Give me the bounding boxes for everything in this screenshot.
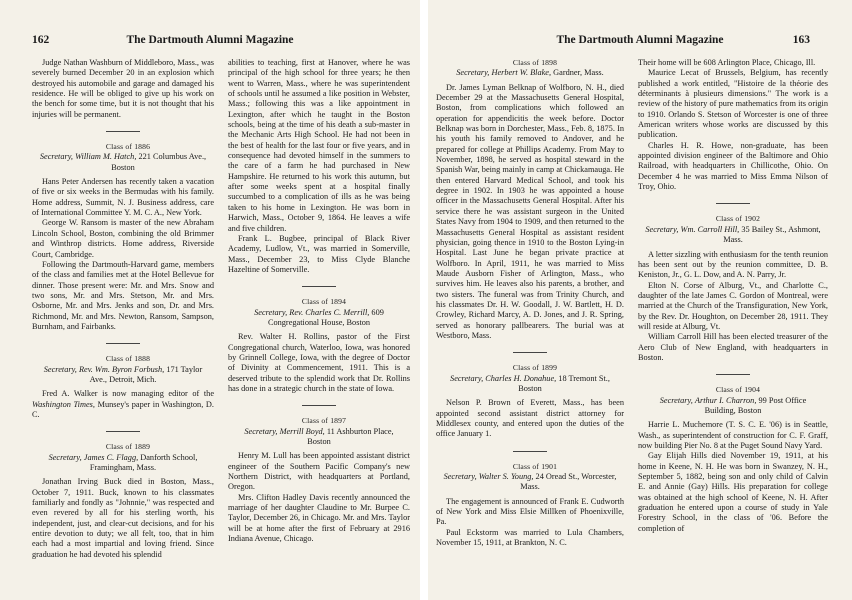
section-divider	[106, 431, 140, 432]
secretary-name: Rev. Charles C. Merrill,	[289, 307, 370, 317]
secretary-name: Merrill Boyd,	[279, 426, 325, 436]
paragraph: Jonathan Irving Buck died in Boston, Mass., October 7, 1911. Buck, known to his classmates familiarly and fondly as "Johnnie," was respected and even revered by all for his sterling worth, his independent, just, and clear-cut decisions, and for his entire devotion to duty; we all felt, too, that in him each had a most impartial and loving friend. Since graduation he had devoted his splendid	[32, 477, 214, 559]
section-divider	[302, 286, 336, 287]
secretary-address: 171 Taylor Ave., Detroit, Mich.	[89, 364, 203, 384]
paragraph: Nelson P. Brown of Everett, Mass., has been appointed second assistant district attorney for Middlesex county, and entered upon the duties of the office January 1.	[436, 398, 624, 439]
class-secretary	[436, 68, 624, 78]
paragraph: Dr. James Lyman Belknap of Wolfboro, N. H., died December 29 at the Massachusetts General Hospital, Boston, from complications which followed an operation for appendicitis the week before. Doctor Belknap was born in Dorchester, Mass., Feb. 8, 1875. In his youth his family removed to Andover, and he prepared for college at Phillips Academy. From May to November, 1898, he served as hospital steward in the Spanish War, being mainly in camp at Chickamauga. He then entered Harvard Medical School, and took his degree in 1902. In 1903 he was appointed a house officer in the Massachusetts General Hospital. After his service there he was assistant surgeon in the United States Navy from 1904 to 1909, and then returned to the Massachusetts General Hospital as assistant resident physician, going thence in 1910 to the Boston Lying-in Hospital. Last June he began private practice at Wolfboro. In April, 1911, he was married to Miss Maude Ausborn Fisher of Arlington, Mass., who survives him. He leaves also his parents, a brother, and two sisters. The funeral was from Trinity Church, and his classmates Dr. H. W. Goodall, J. W. Bartlett, H. D. Crowley, Richard Marcy, A. D. Jones, and J. R. Spring, served as honorary pallbearers. The burial was at Westboro, Mass.	[436, 82, 624, 340]
page-number: 162	[32, 34, 50, 46]
class-secretary	[436, 374, 624, 395]
paragraph: Hans Peter Andersen has recently taken a vacation of five or six weeks in the Bermudas with his family. Home address, Summit, N. J. Business address, care of International Committee Y. M. C. A., New York.	[32, 177, 214, 218]
secretary-address: 99 Post Office Building, Boston	[704, 395, 807, 415]
secretary-name: Wm. Carroll Hill,	[680, 224, 740, 234]
page-header	[428, 34, 852, 48]
page-gutter	[420, 0, 428, 600]
secretary-address: 24 Oread St., Worcester, Mass.	[520, 472, 617, 492]
secretary-label: Secretary,	[456, 68, 490, 78]
section-divider	[716, 374, 750, 375]
class-heading: Class of 1899	[512, 363, 558, 373]
class-secretary	[638, 396, 828, 417]
class-heading: Class of 1894	[301, 297, 347, 307]
paragraph: Gay Elijah Hills died November 19, 1911, at his home in Keene, N. H. He was born in Swanzey, N. H., September 5, 1882, being son and only child of Calvin E. and Annie (Gay) Hills. His preparation for college was obtained at the high school of Keene, N. H. After graduation he entered upon a course of study in Yale Forestry School, in the class of '06. Before the completion of	[638, 451, 828, 533]
class-secretary	[228, 308, 410, 329]
secretary-label: Secretary,	[244, 426, 278, 436]
page-number: 163	[792, 34, 810, 46]
paragraph-text: Munsey's paper in Washington, D. C.	[32, 399, 214, 419]
secretary-name: Herbert W. Blake,	[491, 68, 552, 78]
secretary-address: 221 Columbus Ave., Boston	[111, 152, 207, 172]
secretary-address: Danforth School, Framingham, Mass.	[89, 452, 198, 472]
class-heading: Class of 1904	[715, 385, 761, 395]
secretary-address: 18 Tremont St., Boston	[518, 373, 610, 393]
paragraph: The engagement is announced of Frank E. Cudworth of New York and Miss Elsie Millken of Phoenixville, Pa.	[436, 496, 624, 527]
secretary-label: Secretary,	[443, 472, 477, 482]
right-page	[428, 0, 852, 600]
class-secretary	[32, 365, 214, 386]
secretary-name: Walter S. Young,	[478, 472, 534, 482]
paragraph: Frank L. Bugbee, principal of Black River Academy, Ludlow, Vt., was married in Somerville, Mass., December 23, to Miss Clyde Blanche Hazeltine of Somerville.	[228, 233, 410, 274]
paragraph: Rev. Walter H. Rollins, pastor of the First Congregational church, Waterloo, Iowa, was honored by Grinnell College, Iowa, with the degree of Doctor of Divinity at Commencement, 1911. This is a deserved tribute to the splendid work that Dr. Rollins has done in a strategic church in the state of Iowa.	[228, 332, 410, 393]
secretary-name: Charles H. Donahue,	[485, 373, 557, 383]
section-divider	[513, 451, 547, 452]
secretary-name: Rev. Wm. Byron Forbush,	[78, 364, 165, 374]
section-divider	[716, 203, 750, 204]
class-heading: Class of 1897	[301, 416, 347, 426]
page-header	[0, 34, 420, 48]
paragraph: Harrie L. Muchemore (T. S. C. E. '06) is in Seattle, Wash., as superintendent of construction for C. F. Graff, now building Pier No. 8 at the Puget Sound Navy Yard.	[638, 420, 828, 450]
paragraph: Elton N. Corse of Alburg, Vt., and Charlotte C., daughter of the late James C. Gordon of Montreal, were married at the Church of the Transfiguration, New York, by the Rev. Dr. Houghton, on December 28, 1911. They will reside at Alburg, Vt.	[638, 280, 828, 331]
paragraph-text: Fred A. Walker is now managing editor of the	[42, 389, 214, 399]
secretary-address: 11 Ashburton Place, Boston	[307, 426, 394, 446]
right-column-2	[638, 58, 828, 534]
class-secretary	[32, 453, 214, 474]
running-title: The Dartmouth Alumni Magazine	[556, 34, 724, 46]
paragraph: Paul Eckstorm was married to Lula Chambers, November 15, 1911, at Brankton, N. C.	[436, 527, 624, 548]
section-divider	[106, 343, 140, 344]
paragraph: Their home will be 608 Arlington Place, Chicago, Ill.	[638, 58, 816, 67]
class-secretary	[228, 427, 410, 448]
left-page	[0, 0, 420, 600]
section-divider	[302, 405, 336, 406]
secretary-address: 35 Bailey St., Ashmont, Mass.	[723, 224, 821, 245]
class-heading: Class of 1901	[512, 461, 558, 471]
section-divider	[106, 131, 140, 132]
secretary-label: Secretary,	[450, 373, 484, 383]
class-heading: Class of 1902	[715, 214, 761, 224]
secretary-name: Arthur I. Charron,	[694, 395, 757, 405]
paragraph: A letter sizzling with enthusiasm for the tenth reunion has been sent out by the reunion committee, D. B. Keniston, Jr., G. L. Dow, and A. N. Parry, Jr.	[638, 249, 828, 280]
paragraph: Judge Nathan Washburn of Middleboro, Mass., was severely burned December 20 in an explosion which destroyed his automobile and garage and damaged his residence. He will be obliged to give up his work on the bench for some time, but it is not thought that his injuries will be permanent.	[32, 58, 214, 119]
class-heading: Class of 1898	[512, 58, 558, 67]
left-column-1	[32, 58, 214, 560]
newspaper-title: Washington Times,	[32, 399, 95, 409]
class-secretary	[638, 225, 828, 246]
paragraph: Henry M. Lull has been appointed assistant district engineer of the Southern Pacific Company's new Northern District, with headquarters at Portland, Oregon.	[228, 451, 410, 492]
paragraph: Maurice Lecat of Brussels, Belgium, has recently published a work entitled, "Histoire de la théorie des déterminants à plusieurs dimensions." The work is a review of the history of pure mathematics from its origin to 1910. Orlando S. Stetson of Worcester is one of three American writers whose works are discussed by this publication.	[638, 68, 828, 140]
left-column-2	[228, 58, 410, 544]
secretary-label: Secretary,	[39, 152, 74, 162]
class-heading: Class of 1889	[105, 442, 151, 452]
paragraph: William Carroll Hill has been elected treasurer of the Aero Club of New England, with headquarters in Boston.	[638, 332, 828, 362]
paragraph: Mrs. Clifton Hadley Davis recently announced the marriage of her daughter Claudine to Mr. Burpee C. Taylor, December 26, in Chicago. Mr. and Mrs. Taylor will be at home after the first of February at 2916 Indiana Avenue, Chicago.	[228, 492, 410, 544]
paragraph: Charles H. R. Howe, non-graduate, has been appointed division engineer of the Baltimore and Ohio Railroad, with headquarters in Chillicothe, Ohio. On December 4 he was married to Miss Emma Nilson of Troy, Ohio.	[638, 140, 828, 192]
right-column-1	[436, 58, 624, 548]
section-divider	[513, 352, 547, 353]
class-secretary	[32, 152, 214, 173]
secretary-label: Secretary,	[645, 224, 679, 234]
secretary-name: William M. Hatch,	[75, 152, 137, 162]
paragraph	[32, 389, 214, 420]
secretary-name: James C. Flagg,	[83, 452, 139, 462]
secretary-label: Secretary,	[48, 452, 82, 462]
class-heading: Class of 1886	[105, 142, 151, 152]
class-heading: Class of 1888	[105, 354, 151, 364]
running-title: The Dartmouth Alumni Magazine	[126, 34, 294, 46]
secretary-label: Secretary,	[43, 364, 77, 374]
secretary-label: Secretary,	[254, 307, 288, 317]
class-secretary	[436, 472, 624, 493]
paragraph: Following the Dartmouth-Harvard game, members of the class and families met at the Hotel Bellevue for dinner. Those present were: Mr. and Mrs. Snow and two sons, Mr. and Mrs. Stetson, Mr. and Mrs. Osborne, Mr. and Mrs. Jenks and son, Dr. and Mrs. Richmond, Mr. and Mrs. Newton, Ransom, Sampson, Burnham, and Fairbanks.	[32, 259, 214, 331]
paragraph: abilities to teaching, first at Hanover, where he was principal of the high school for three years; he then went to Warren, Mass., where he was superintendent of schools until he assumed a like position in Webster, Mass.; following this was a like appointment in Lexington, after which he taught in the Boston schools, being at the time of his death a sub-master in the Mechanic Arts High School. He had not been in the best of health for the last four or five years, and in consequence had devoted himself in the summers to the care of a farm he had purchased in New Hampshire. He returned to his work this autumn, but after some weeks spent at a hospital finally succumbed to a complication of ills as he was being taken to his home in Lexington. He was born in Harwich, Mass., October 9, 1864. He leaves a wife and five children.	[228, 58, 410, 233]
secretary-label: Secretary,	[659, 395, 693, 405]
paragraph: George W. Ransom is master of the new Abraham Lincoln School, Boston, combining the old Brimmer and Winthrop districts. Home address, Riverside Court, Cambridge.	[32, 218, 214, 259]
secretary-address: 609 Congregational House, Boston	[267, 307, 384, 327]
secretary-address: Gardner, Mass.	[553, 68, 604, 78]
